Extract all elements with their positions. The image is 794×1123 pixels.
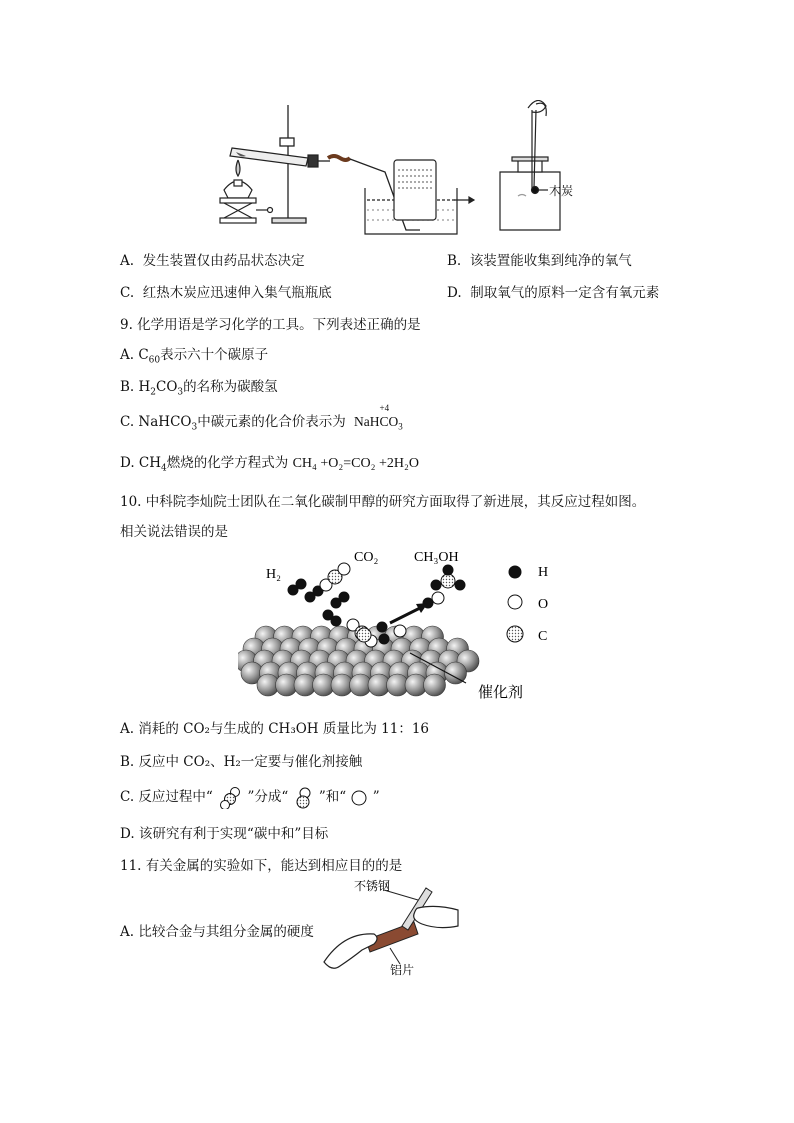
q10-stem-line1: 10. 中科院李灿院士团队在二氧化碳制甲醇的研究方面取得了新进展，其反应过程如图。 bbox=[120, 494, 646, 510]
legend bbox=[507, 566, 523, 642]
text: 中碳元素的化合价表示为 bbox=[197, 414, 346, 430]
subscript: 3 bbox=[191, 422, 198, 433]
q10-stem-line2: 相关说法错误的是 bbox=[120, 524, 228, 540]
equation: CH₄ +O₂=CO₂ +2H₂O bbox=[292, 456, 419, 471]
co2-label: CO₂ bbox=[354, 550, 379, 565]
subscript: 2 bbox=[150, 387, 157, 398]
catalyst-label: 催化剂 bbox=[478, 683, 524, 701]
subscript: 3 bbox=[177, 387, 184, 398]
lab-jack bbox=[220, 198, 273, 223]
option-key: D. bbox=[447, 285, 462, 301]
legend-c-swatch bbox=[507, 626, 523, 642]
q11-stem: 11. 有关金属的实验如下，能达到相应目的的是 bbox=[120, 858, 403, 874]
option-key: A. bbox=[120, 253, 135, 269]
subscript: 3 bbox=[398, 421, 403, 432]
valence-mark: +4 bbox=[379, 403, 390, 413]
text: CO bbox=[156, 379, 178, 395]
option-text: 发生装置仅由药品状态决定 bbox=[142, 253, 305, 269]
text: 的名称为碳酸氢 bbox=[183, 379, 278, 395]
text: C. 反应过程中“ bbox=[120, 789, 213, 805]
text: NaH bbox=[354, 414, 380, 429]
scratch-test-figure bbox=[322, 878, 462, 978]
ch3oh-label: CH₃OH bbox=[414, 550, 459, 565]
legend-h-label: H bbox=[538, 565, 549, 580]
steel-label: 不锈钢 bbox=[354, 879, 391, 893]
subscript: 4 bbox=[161, 463, 167, 474]
test-tube bbox=[230, 148, 318, 167]
q9-option-c bbox=[120, 403, 403, 433]
q9-option-a bbox=[120, 343, 268, 366]
q10-option-a: A. 消耗的 CO₂与生成的 CH₃OH 质量比为 11：16 bbox=[120, 721, 430, 737]
q9-option-d bbox=[120, 451, 419, 474]
legend-h-swatch bbox=[509, 566, 521, 578]
ch3oh-molecule bbox=[423, 565, 465, 608]
option-key: B. bbox=[447, 253, 462, 269]
co2-molecule-icon bbox=[217, 787, 243, 809]
legend-o-label: O bbox=[538, 597, 549, 612]
legend-o-swatch bbox=[508, 595, 522, 609]
text: C bbox=[379, 414, 389, 429]
right-hand bbox=[414, 906, 458, 927]
q10-option-c bbox=[120, 785, 380, 809]
option-text: 红热木炭应迅速伸入集气瓶瓶底 bbox=[142, 285, 332, 301]
text: B. H bbox=[120, 379, 151, 395]
text: ”和“ bbox=[318, 789, 347, 805]
charcoal-label: 木炭 bbox=[549, 184, 574, 198]
q8-option-b bbox=[447, 249, 632, 269]
charcoal-bottle bbox=[500, 100, 560, 230]
text: ”分成“ bbox=[247, 789, 289, 805]
o-atom-icon bbox=[350, 789, 368, 807]
alcohol-lamp bbox=[224, 160, 252, 198]
aluminium-label: 铝片 bbox=[390, 963, 415, 977]
text: 表示六十个碳原子 bbox=[160, 347, 269, 363]
valence-formula bbox=[354, 403, 403, 432]
text: D. CH bbox=[120, 455, 162, 471]
left-hand bbox=[324, 934, 377, 968]
q9-option-b bbox=[120, 375, 278, 398]
catalyst-atom bbox=[424, 674, 446, 696]
co-molecule-icon bbox=[293, 787, 315, 809]
text: A. C bbox=[120, 347, 149, 363]
legend-c-label: C bbox=[538, 629, 548, 644]
gas-collecting-bottle bbox=[394, 160, 436, 220]
h2-molecules bbox=[288, 579, 349, 626]
catalyst-reaction-figure bbox=[238, 545, 568, 705]
option-key: C. bbox=[120, 285, 135, 301]
h2-label: H₂ bbox=[266, 567, 281, 582]
q8-option-c bbox=[120, 281, 332, 301]
reaction-arrow bbox=[390, 603, 428, 623]
q8-option-a bbox=[120, 249, 305, 269]
text: 燃烧的化学方程式为 bbox=[166, 455, 289, 471]
option-text: 该装置能收集到纯净的氧气 bbox=[469, 253, 632, 269]
text: C. NaHCO bbox=[120, 414, 192, 430]
q10-option-d: D. 该研究有利于实现“碳中和”目标 bbox=[120, 826, 329, 842]
q8-option-d bbox=[447, 281, 659, 301]
q11-option-a: A. 比较合金与其组分金属的硬度 bbox=[120, 924, 314, 940]
text: O bbox=[388, 414, 399, 429]
q9-stem: 9. 化学用语是学习化学的工具。下列表述正确的是 bbox=[120, 317, 421, 333]
option-text: 制取氧气的原料一定含有氧元素 bbox=[470, 285, 660, 301]
subscript: 60 bbox=[148, 355, 161, 366]
oxygen-apparatus-figure bbox=[210, 100, 590, 235]
text: ” bbox=[372, 789, 380, 805]
q10-option-b: B. 反应中 CO₂、H₂一定要与催化剂接触 bbox=[120, 754, 363, 770]
